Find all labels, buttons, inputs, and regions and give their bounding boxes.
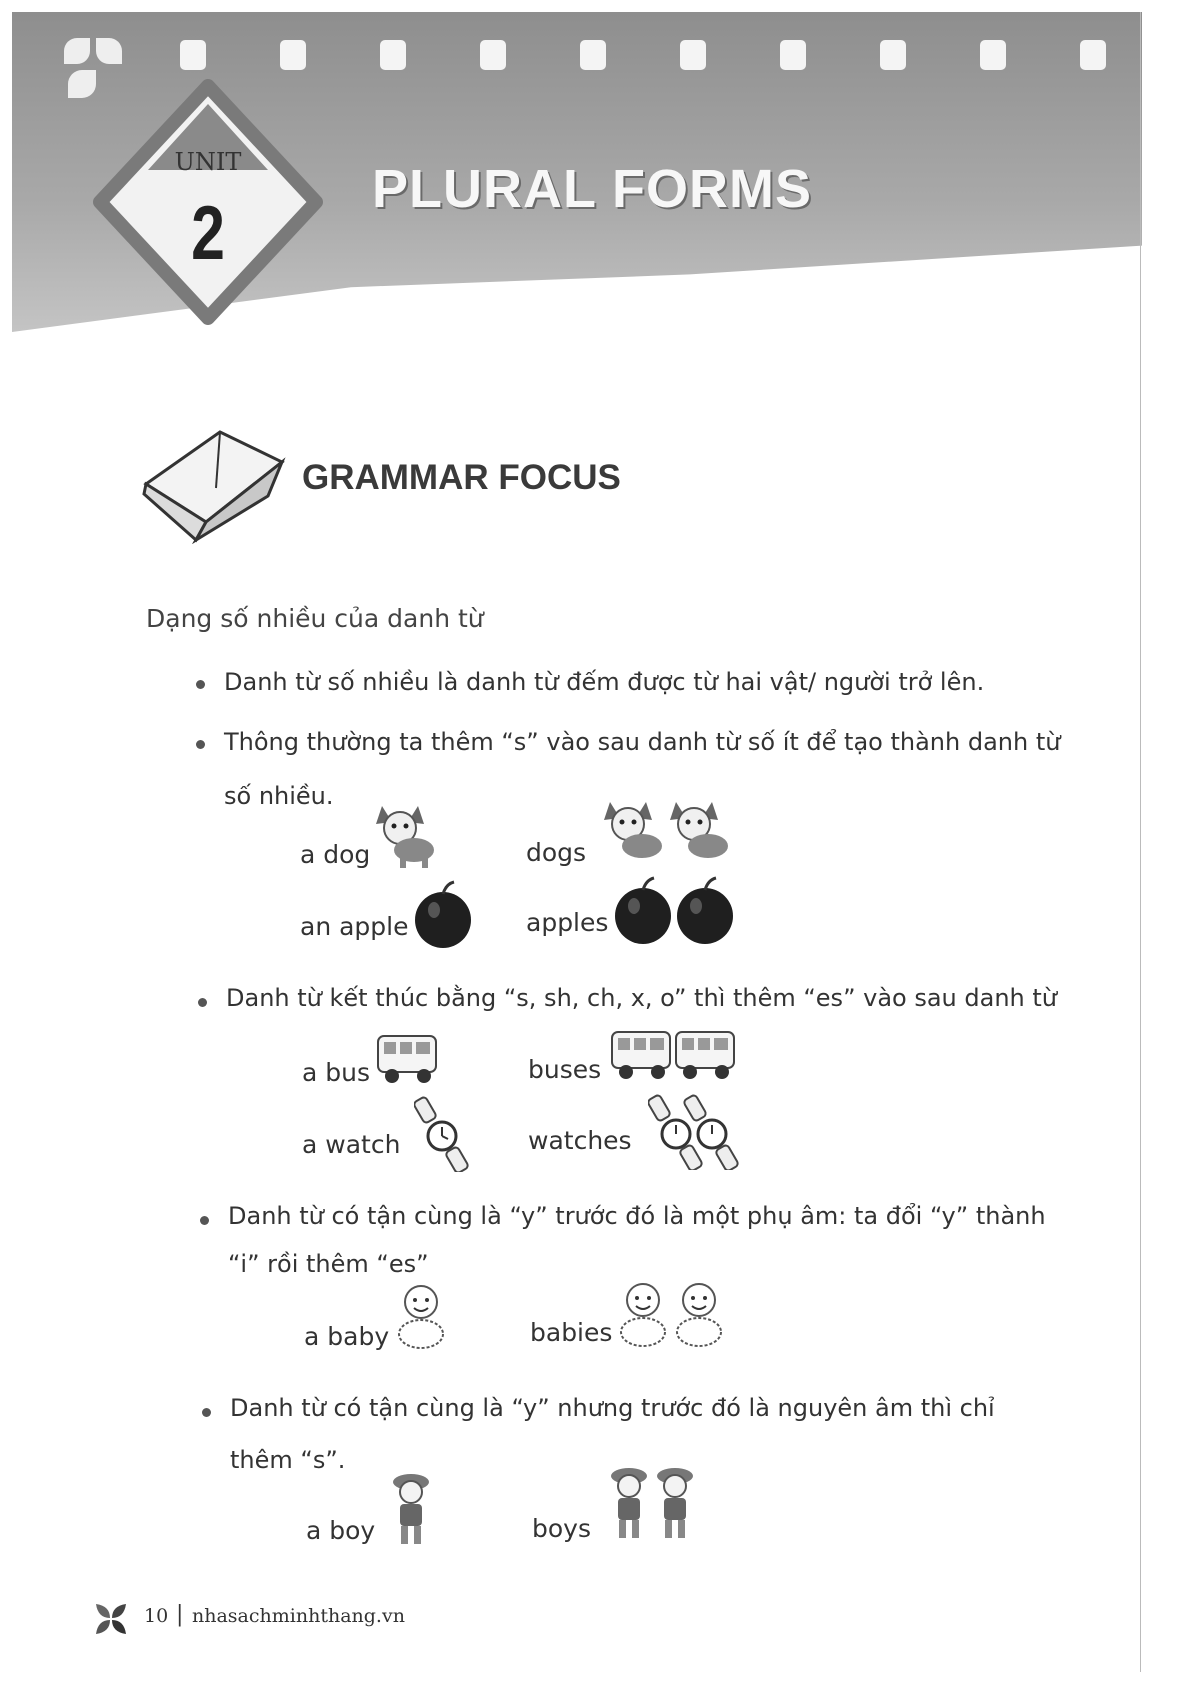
bullet-text: Danh từ có tận cùng là “y” trước đó là một phụ âm: ta đổi “y” thành bbox=[228, 1202, 1046, 1230]
section-title: Dạng số nhiều của danh từ bbox=[146, 604, 484, 633]
bullet-dot bbox=[200, 1216, 209, 1225]
section-heading: GRAMMAR FOCUS bbox=[302, 458, 621, 497]
film-hole bbox=[980, 40, 1006, 70]
leaf-logo-icon bbox=[94, 1602, 128, 1636]
unit-number: 2 bbox=[191, 191, 225, 276]
film-hole bbox=[680, 40, 706, 70]
footer-website: nhasachminhthang.vn bbox=[192, 1605, 405, 1627]
bullet-text: Danh từ số nhiều là danh từ đếm được từ hai vật/ người trở lên. bbox=[224, 668, 985, 696]
bullet-dot bbox=[198, 998, 207, 1007]
apple-icon bbox=[412, 880, 474, 950]
film-hole bbox=[1080, 40, 1106, 70]
example-singular: a baby bbox=[304, 1322, 390, 1351]
baby-icon bbox=[392, 1282, 450, 1352]
page-title: PLURAL FORMS bbox=[372, 159, 812, 219]
bullet-text: số nhiều. bbox=[224, 782, 334, 810]
example-plural: apples bbox=[526, 908, 609, 937]
cube-icon bbox=[140, 428, 288, 544]
example-singular: a dog bbox=[300, 840, 371, 869]
bullet-text: “i” rồi thêm “es” bbox=[228, 1250, 429, 1278]
leaf-decoration-icon bbox=[64, 38, 90, 64]
apple-icon bbox=[612, 876, 736, 946]
boy-icon bbox=[604, 1464, 704, 1544]
watch-icon bbox=[414, 1096, 474, 1172]
film-hole bbox=[380, 40, 406, 70]
example-plural: babies bbox=[530, 1318, 613, 1347]
film-hole bbox=[480, 40, 506, 70]
page-edge-line bbox=[1140, 12, 1141, 1672]
example-singular: an apple bbox=[300, 912, 409, 941]
example-plural: watches bbox=[528, 1126, 632, 1155]
film-hole bbox=[180, 40, 206, 70]
film-hole bbox=[280, 40, 306, 70]
example-singular: a boy bbox=[306, 1516, 376, 1545]
bullet-dot bbox=[196, 680, 205, 689]
bullet-text: thêm “s”. bbox=[230, 1446, 346, 1474]
baby-icon bbox=[614, 1280, 728, 1350]
page-number: 10 bbox=[144, 1605, 169, 1627]
film-hole bbox=[580, 40, 606, 70]
dog-icon bbox=[598, 796, 738, 866]
footer-separator: | bbox=[176, 1602, 184, 1627]
example-plural: buses bbox=[528, 1055, 602, 1084]
example-plural: dogs bbox=[526, 838, 587, 867]
bullet-text: Danh từ kết thúc bằng “s, sh, ch, x, o” thì thêm “es” vào sau danh từ bbox=[226, 984, 1058, 1012]
bullet-text: Danh từ có tận cùng là “y” nhưng trước đó là nguyên âm thì chỉ bbox=[230, 1394, 995, 1422]
bullet-text: Thông thường ta thêm “s” vào sau danh từ số ít để tạo thành danh từ bbox=[224, 728, 1061, 756]
example-plural: boys bbox=[532, 1514, 591, 1543]
bullet-dot bbox=[196, 740, 205, 749]
watch-icon bbox=[648, 1094, 744, 1170]
unit-label: UNIT bbox=[174, 148, 242, 176]
bullet-dot bbox=[202, 1408, 211, 1417]
example-singular: a bus bbox=[302, 1058, 371, 1087]
film-hole bbox=[780, 40, 806, 70]
boy-icon bbox=[386, 1470, 436, 1550]
leaf-decoration-icon bbox=[96, 38, 122, 64]
example-singular: a watch bbox=[302, 1130, 401, 1159]
bus-icon bbox=[376, 1030, 442, 1086]
film-hole bbox=[880, 40, 906, 70]
unit-badge bbox=[92, 78, 324, 326]
dog-icon bbox=[370, 800, 440, 870]
bus-icon bbox=[610, 1026, 742, 1082]
